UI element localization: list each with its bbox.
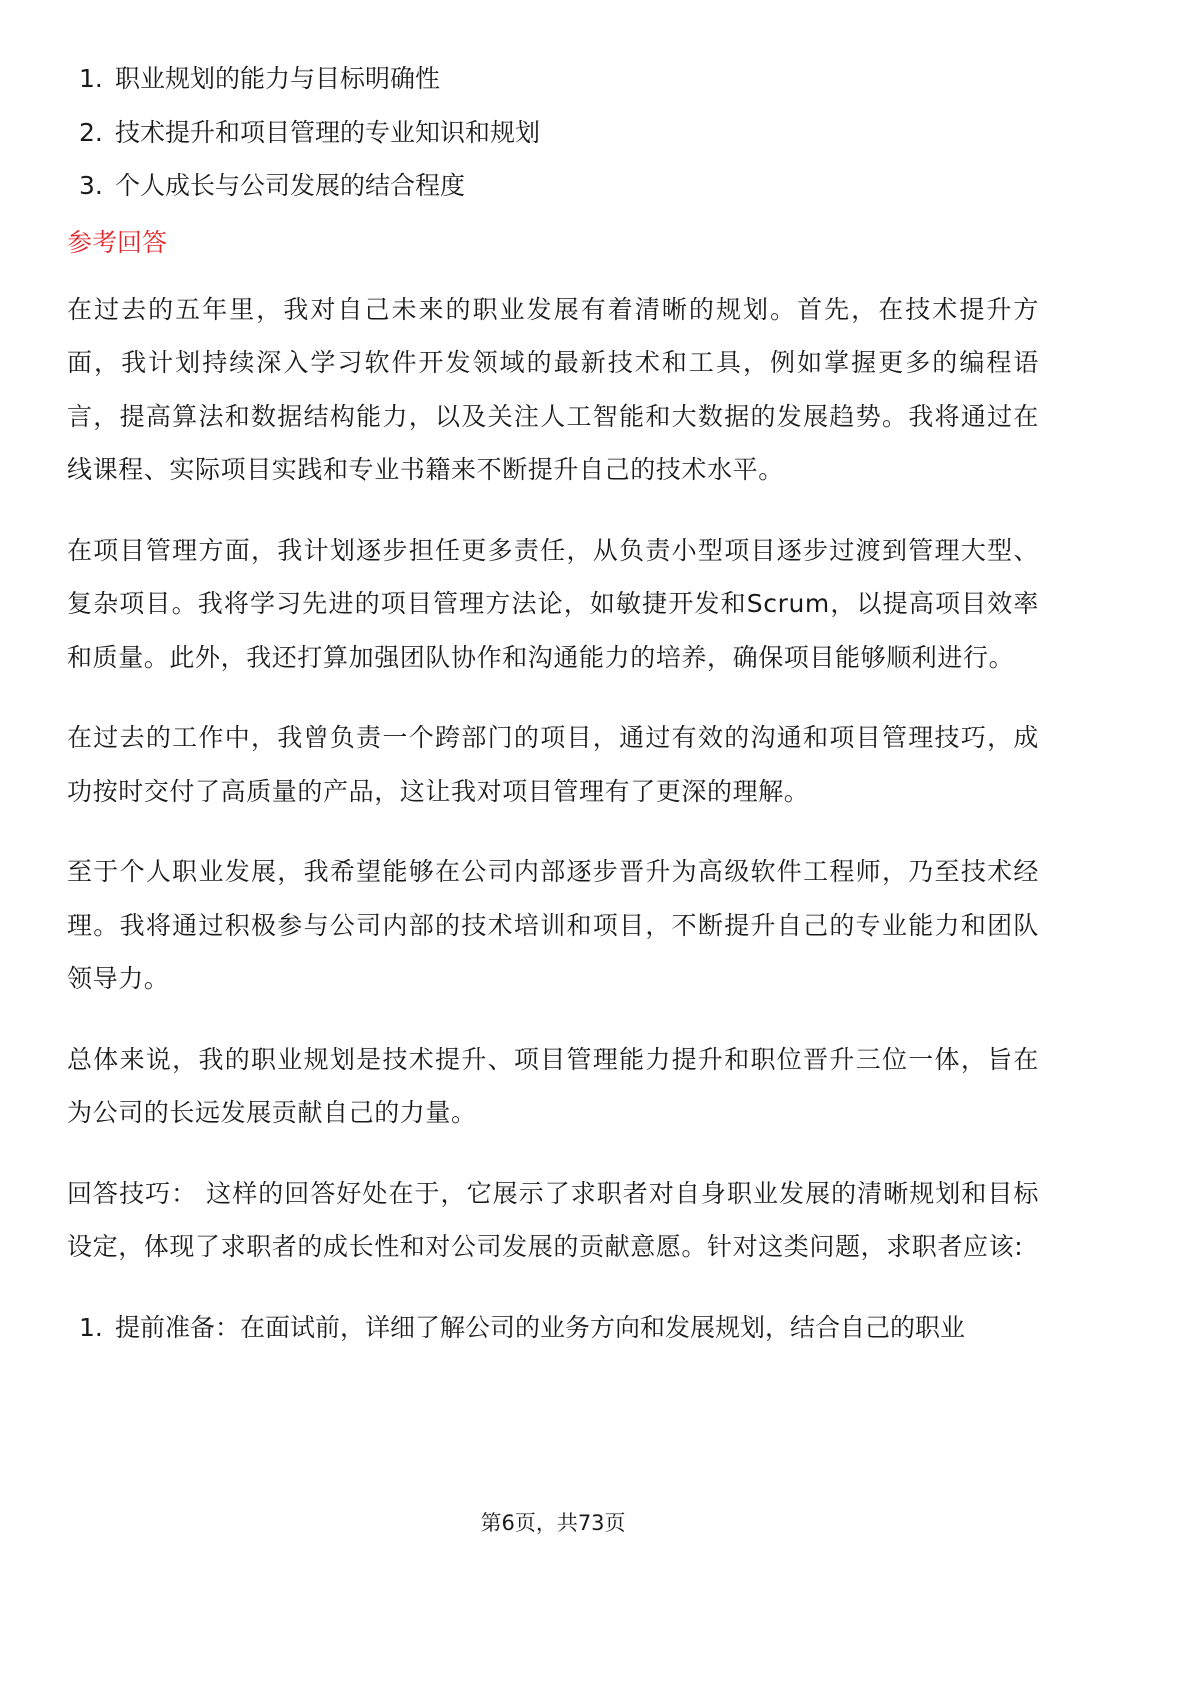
list-item-text: 职业规划的能力与目标明确性 [115,64,441,93]
paragraph: 至于个人职业发展，我希望能够在公司内部逐步晋升为高级软件工程师，乃至技术经理。我将通过积极参与公司内部的技术培训和项目，不断提升自己的专业能力和团队领导力。 [67,857,1039,993]
list-item [67,106,1039,160]
list-item-text: 个人成长与公司发展的结合程度 [115,171,466,200]
list-item-number: 1. [79,64,103,93]
list-item-text: 提前准备：在面试前，详细了解公司的业务方向和发展规划，结合自己的职业 [115,1312,966,1342]
page-number-footer: 第6页，共73页 [480,1511,626,1535]
list-item [67,1301,1039,1355]
answer-heading: 参考回答 [67,227,168,257]
list-item [67,159,1039,213]
paragraph: 总体来说，我的职业规划是技术提升、项目管理能力提升和职位晋升三位一体，旨在为公司的长远发展贡献自己的力量。 [67,1044,1039,1127]
evaluation-criteria-list [67,52,1039,213]
list-item [67,52,1039,106]
answer-tips-paragraph: 回答技巧： 这样的回答好处在于，它展示了求职者对自身职业发展的清晰规划和目标设定，体现了求职者的成长性和对公司发展的贡献意愿。针对这类问题，求职者应该: [67,1178,1039,1261]
paragraph: 在过去的五年里，我对自己未来的职业发展有着清晰的规划。首先，在技术提升方面，我计划持续深入学习软件开发领域的最新技术和工具，例如掌握更多的编程语言，提高算法和数据结构能力，以及关注人工智能和大数据的发展趋势。我将通过在线课程、实际项目实践和专业书籍来不断提升自己的技术水平。 [67,294,1039,484]
paragraph: 在过去的工作中，我曾负责一个跨部门的项目，通过有效的沟通和项目管理技巧，成功按时交付了高质量的产品，这让我对项目管理有了更深的理解。 [67,723,1039,806]
list-item-number: 3. [79,171,103,200]
list-item-text: 技术提升和项目管理的专业知识和规划 [115,117,541,147]
paragraph: 在项目管理方面，我计划逐步担任更多责任，从负责小型项目逐步过渡到管理大型、复杂项目。我将学习先进的项目管理方法论，如敏捷开发和Scrum，以提高项目效率和质量。此外，我还打算加强团队协作和沟通能力的培养，确保项目能够顺利进行。 [67,535,1039,672]
tips-list [67,1301,1039,1355]
list-item-number: 2. [79,117,103,147]
list-item-number: 1. [79,1312,103,1342]
page-content [67,52,1039,1354]
